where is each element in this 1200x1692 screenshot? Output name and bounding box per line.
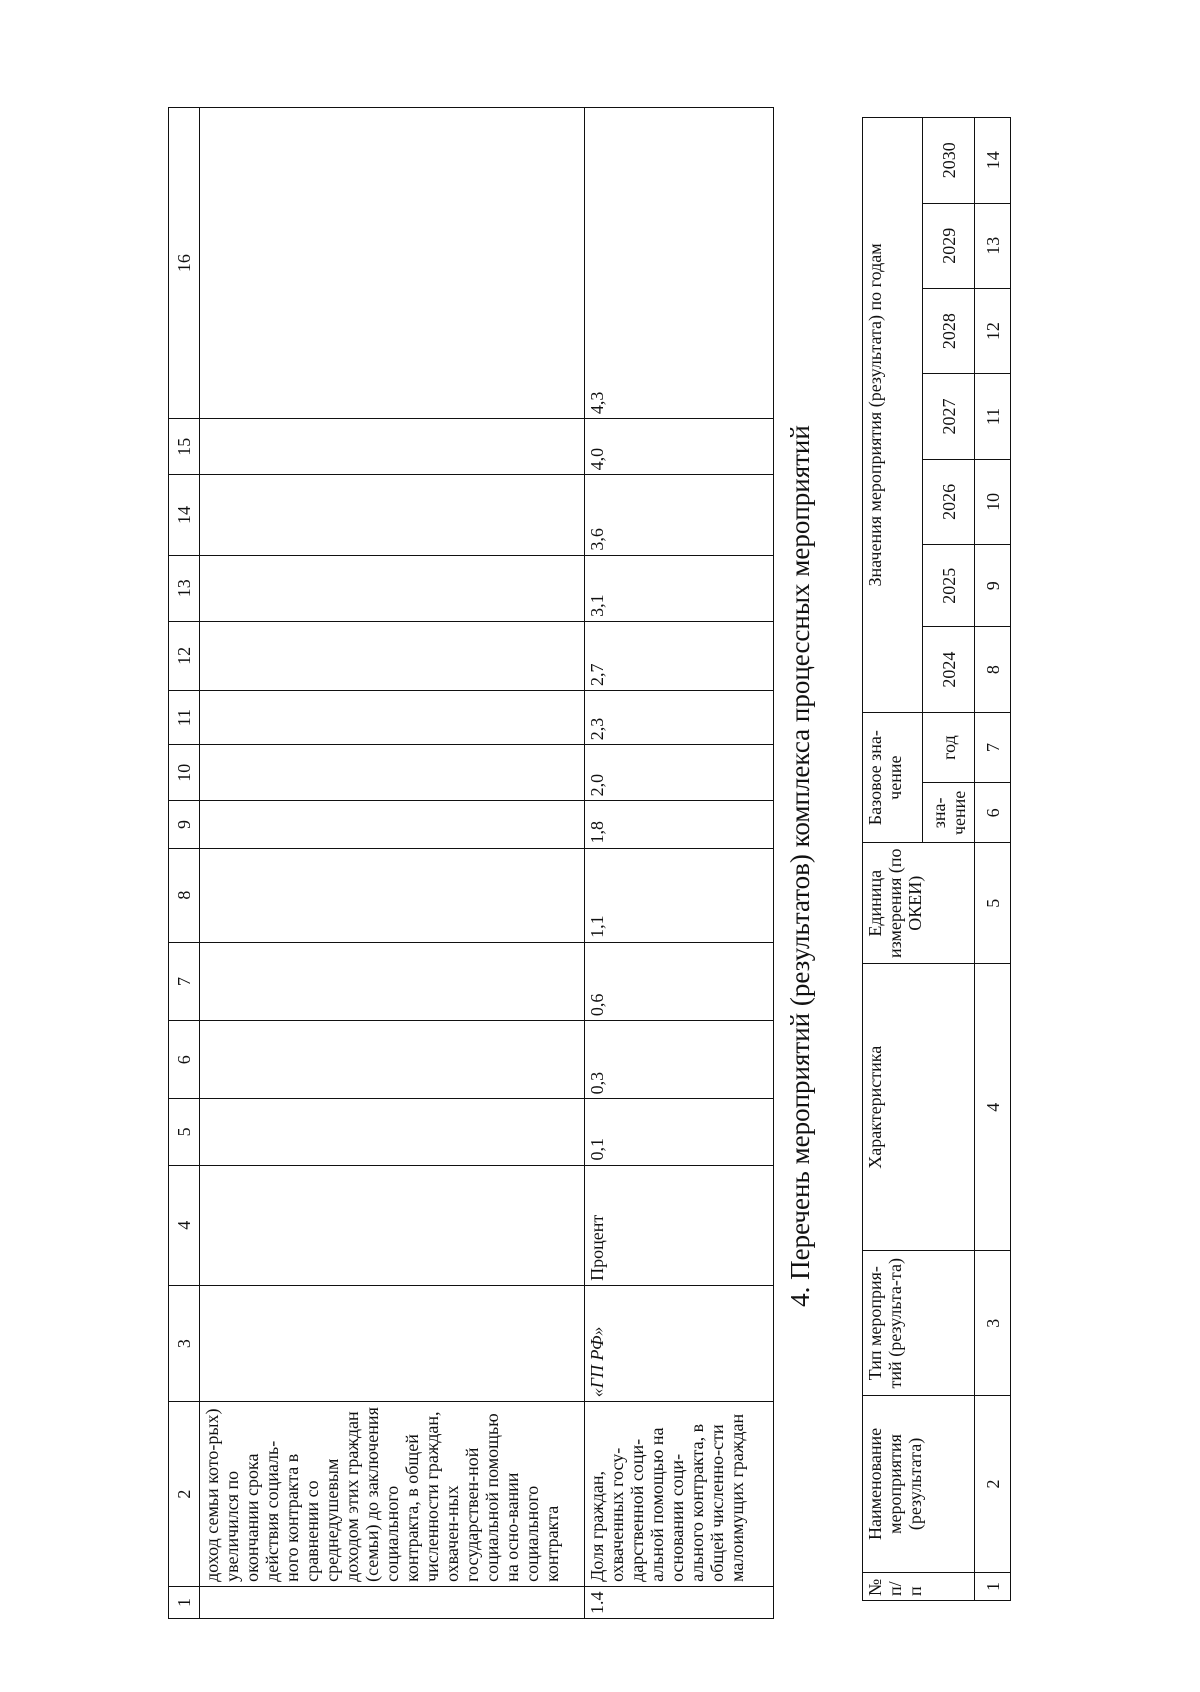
- rotated-page: [140, 101, 1100, 1631]
- value-cell: 1,1: [585, 848, 774, 942]
- column-number: 5: [169, 1099, 200, 1165]
- header-year: 2025: [923, 545, 975, 627]
- indicators-table: [168, 107, 774, 1619]
- header-year: 2029: [923, 203, 975, 288]
- column-number: 2: [169, 1402, 200, 1587]
- table-cell: [200, 801, 585, 848]
- table-cell: [200, 1165, 585, 1285]
- column-number: 15: [169, 419, 200, 475]
- table-cell: [200, 1099, 585, 1165]
- header-row: [863, 118, 923, 1601]
- row-number: 1.4: [585, 1586, 774, 1618]
- value-cell: 3,1: [585, 555, 774, 621]
- column-number: 11: [169, 691, 200, 745]
- column-number: 5: [975, 843, 1011, 964]
- table-cell: [200, 419, 585, 475]
- header-base-value-year: год: [923, 712, 975, 782]
- indicator-level: «ГП РФ»: [585, 1285, 774, 1401]
- indicator-name: Доля граждан, охваченных госу-дарственной соци-альной помощью на основании соци-ального контракта, в общей численно-сти малоимущих граждан: [585, 1402, 774, 1587]
- column-number: 14: [169, 475, 200, 555]
- value-cell: 1,8: [585, 801, 774, 848]
- header-name: Наименование мероприятия (результата): [863, 1396, 975, 1573]
- header-unit: Единица измерения (по ОКЕИ): [863, 843, 975, 964]
- column-number: 7: [169, 942, 200, 1020]
- table-cell: [200, 942, 585, 1020]
- table-cell: [200, 475, 585, 555]
- value-cell: 2,0: [585, 745, 774, 801]
- column-number: 6: [975, 783, 1011, 843]
- header-year: 2028: [923, 288, 975, 373]
- column-number: 12: [169, 621, 200, 690]
- value-cell: 0,3: [585, 1021, 774, 1099]
- unit-cell: Процент: [585, 1165, 774, 1285]
- value-cell: 2,7: [585, 621, 774, 690]
- header-year: 2030: [923, 118, 975, 204]
- column-number: 6: [169, 1021, 200, 1099]
- table-row: [585, 108, 774, 1619]
- table-cell: [200, 848, 585, 942]
- column-number: 4: [975, 964, 1011, 1251]
- header-base-value-value: зна-чение: [923, 783, 975, 843]
- header-number: № п/п: [863, 1572, 975, 1600]
- numbering-row: [975, 118, 1011, 1601]
- header-year: 2024: [923, 627, 975, 712]
- column-number: 13: [169, 555, 200, 621]
- row-number: [200, 1586, 585, 1618]
- table-row: [200, 108, 585, 1619]
- column-number: 4: [169, 1165, 200, 1285]
- column-number: 14: [975, 118, 1011, 204]
- table-cell: [200, 108, 585, 419]
- table-cell: [200, 555, 585, 621]
- header-year: 2026: [923, 459, 975, 544]
- header-type: Тип мероприя-тий (результа-та): [863, 1251, 975, 1396]
- column-number: 12: [975, 288, 1011, 373]
- column-number: 7: [975, 712, 1011, 782]
- header-years-group: Значения мероприятия (результата) по годам: [863, 118, 923, 713]
- value-cell: 2,3: [585, 691, 774, 745]
- column-number: 1: [169, 1586, 200, 1618]
- value-cell: 0,1: [585, 1099, 774, 1165]
- section-title: 4. Перечень мероприятий (результатов) комплекса процессных мероприятий: [785, 425, 815, 1307]
- column-number: 9: [975, 545, 1011, 627]
- table-cell: [200, 1285, 585, 1401]
- column-number: 11: [975, 374, 1011, 459]
- header-base-value: Базовое зна-чение: [863, 712, 923, 843]
- header-year: 2027: [923, 374, 975, 459]
- table-cell: [200, 691, 585, 745]
- column-number: 2: [975, 1396, 1011, 1573]
- column-number: 8: [169, 848, 200, 942]
- measures-table: [862, 117, 1011, 1601]
- value-cell: 4,3: [585, 108, 774, 419]
- value-cell: 4,0: [585, 419, 774, 475]
- column-number: 8: [975, 627, 1011, 712]
- column-number: 9: [169, 801, 200, 848]
- column-number: 1: [975, 1572, 1011, 1600]
- column-number: 10: [169, 745, 200, 801]
- table-cell: [200, 745, 585, 801]
- column-number: 3: [975, 1251, 1011, 1396]
- header-characteristic: Характеристика: [863, 964, 975, 1251]
- column-number: 13: [975, 203, 1011, 288]
- value-cell: 0,6: [585, 942, 774, 1020]
- value-cell: 3,6: [585, 475, 774, 555]
- table-cell: [200, 621, 585, 690]
- table-cell: [200, 1021, 585, 1099]
- column-number-row: [169, 108, 200, 1619]
- column-number: 3: [169, 1285, 200, 1401]
- indicator-name: доход семьи кото-рых) увеличился по окончании срока действия социаль-ного контракта в сравнении со среднедушевым доходом этих граждан (семьи) до заключения социального контракта, в общей численности граждан, охвачен-ных государствен-ной социальной помощью на осно-вании социального контракта: [200, 1402, 585, 1587]
- column-number: 10: [975, 459, 1011, 544]
- column-number: 16: [169, 108, 200, 419]
